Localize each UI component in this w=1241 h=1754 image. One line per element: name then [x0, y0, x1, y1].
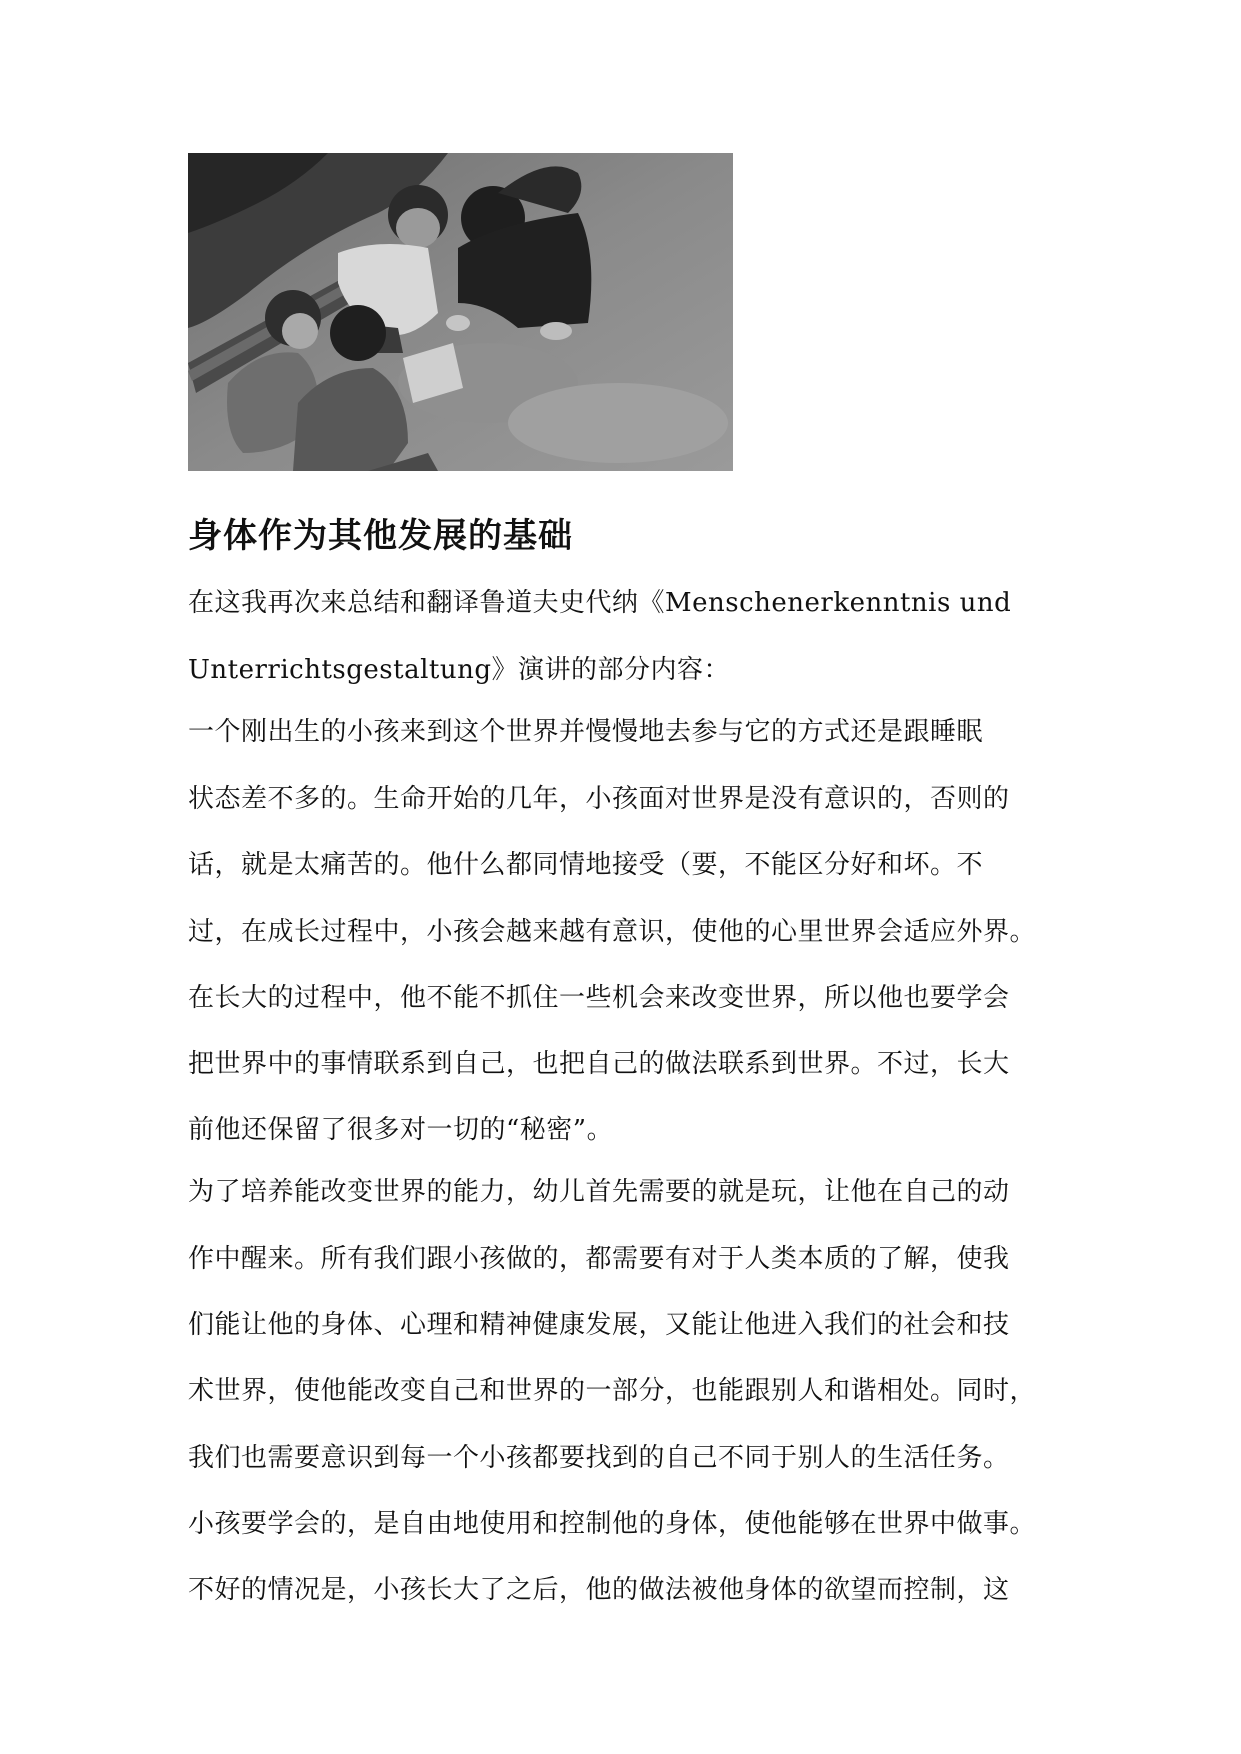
body-line-5: 话，就是太痛苦的。他什么都同情地接受（要，不能区分好和坏。不 [188, 850, 984, 880]
body-line-7: 在长大的过程中，他不能不抓住一些机会来改变世界，所以他也要学会 [188, 983, 1010, 1013]
body-line-11: 作中醒来。所有我们跟小孩做的，都需要有对于人类本质的了解，使我 [188, 1244, 1010, 1274]
body-line-4: 状态差不多的。生命开始的几年，小孩面对世界是没有意识的，否则的 [188, 784, 1010, 814]
body-line-16: 不好的情况是，小孩长大了之后，他的做法被他身体的欲望而控制，这 [188, 1575, 1010, 1605]
body-line-8: 把世界中的事情联系到自己，也把自己的做法联系到世界。不过，长大 [188, 1049, 1010, 1079]
page-title: 身体作为其他发展的基础 [188, 516, 573, 556]
body-line-12: 们能让他的身体、心理和精神健康发展，又能让他进入我们的社会和技 [188, 1310, 1010, 1340]
body-line-6: 过，在成长过程中，小孩会越来越有意识，使他的心里世界会适应外界。 [188, 917, 1037, 947]
body-line-9: 前他还保留了很多对一切的“秘密”。 [188, 1115, 614, 1145]
body-line-13: 术世界，使他能改变自己和世界的一部分，也能跟别人和谐相处。同时， [188, 1376, 1037, 1406]
body-line-3: 一个刚出生的小孩来到这个世界并慢慢地去参与它的方式还是跟睡眠 [188, 717, 984, 747]
body-line-2: Unterrichtsgestaltung》演讲的部分内容： [188, 655, 730, 685]
body-line-14: 我们也需要意识到每一个小孩都要找到的自己不同于别人的生活任务。 [188, 1443, 1010, 1473]
children-playing-photo [188, 153, 733, 471]
body-line-15: 小孩要学会的，是自由地使用和控制他的身体，使他能够在世界中做事。 [188, 1509, 1037, 1539]
body-line-1: 在这我再次来总结和翻译鲁道夫史代纳《Menschenerkenntnis und [188, 588, 1012, 618]
photo-illustration [188, 153, 733, 471]
body-line-10: 为了培养能改变世界的能力，幼儿首先需要的就是玩，让他在自己的动 [188, 1177, 1010, 1207]
